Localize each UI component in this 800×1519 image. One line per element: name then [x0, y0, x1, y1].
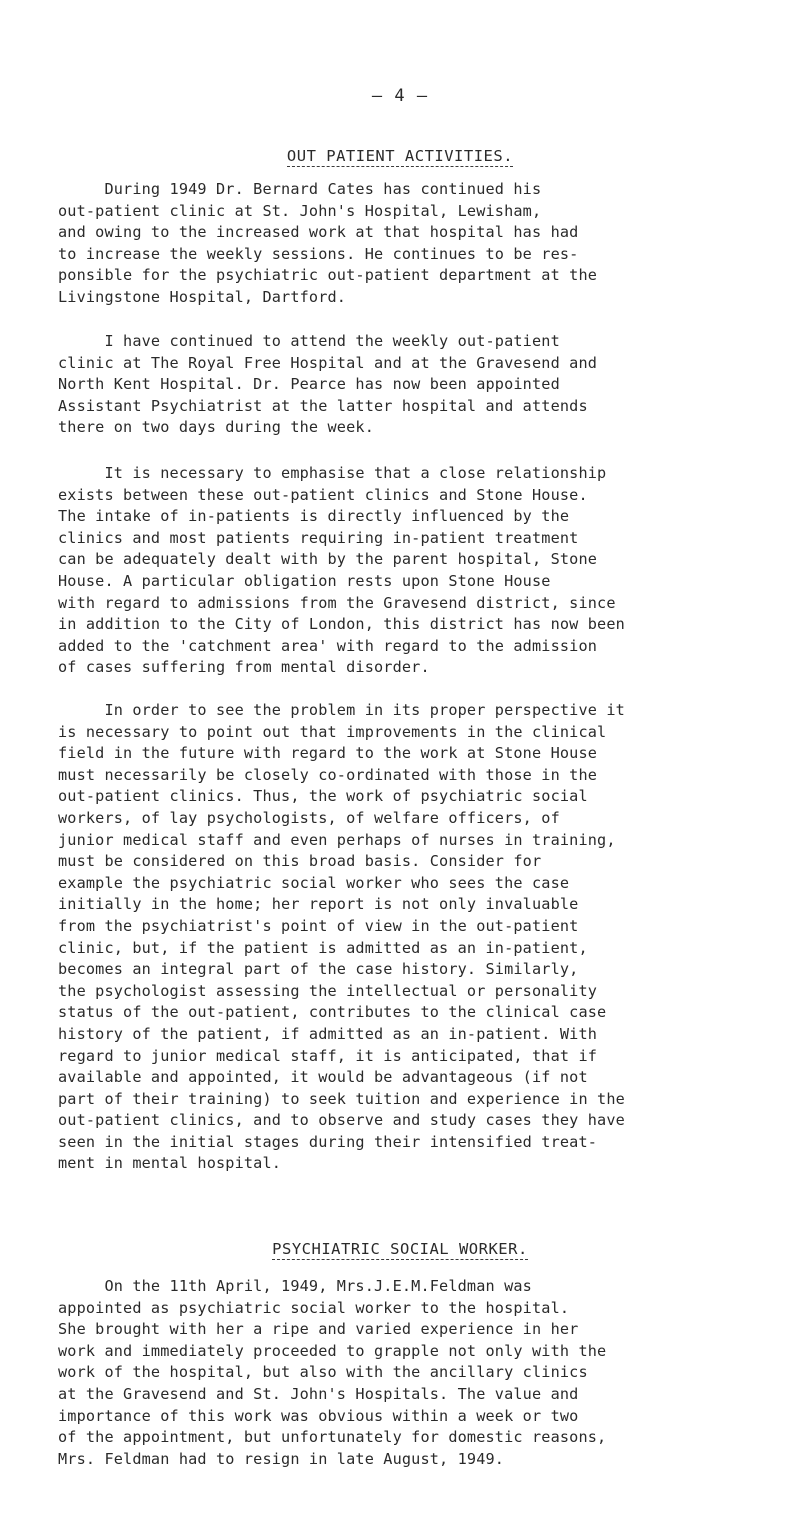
text-line: I have continued to attend the weekly out-patient: [58, 332, 560, 350]
text-line: can be adequately dealt with by the parent hospital, Stone: [58, 550, 598, 569]
heading-text: OUT PATIENT ACTIVITIES.: [286, 147, 514, 165]
text-line: in addition to the City of London, this district has now been: [58, 615, 625, 634]
text-line: House. A particular obligation rests upon Stone House: [58, 571, 551, 590]
text-line: work of the hospital, but also with the ancillary clinics: [58, 1363, 588, 1382]
text-line: out-patient clinics. Thus, the work of psychiatric social: [58, 787, 588, 806]
text-line: seen in the initial stages during their intensified treat-: [58, 1132, 598, 1151]
paragraph-out-patient-dr-cates: [58, 179, 758, 309]
text-line: work and immediately proceeded to grapple not only with the: [58, 1341, 607, 1360]
text-line: exists between these out-patient clinics and Stone House.: [58, 485, 588, 504]
text-line: regard to junior medical staff, it is anticipated, that if: [58, 1046, 598, 1065]
text-line: In order to see the problem in its proper perspective it: [58, 701, 625, 719]
text-line: available and appointed, it would be advantageous (if not: [58, 1068, 588, 1087]
text-line: initially in the home; her report is not only invaluable: [58, 895, 579, 914]
text-line: Assistant Psychiatrist at the latter hospital and attends: [58, 396, 588, 415]
text-line: must necessarily be closely co-ordinated with those in the: [58, 765, 598, 784]
text-line: ment in mental hospital.: [58, 1154, 282, 1173]
text-line: field in the future with regard to the work at Stone House: [58, 744, 598, 763]
section-heading-out-patient-activities: [0, 147, 800, 165]
text-line: history of the patient, if admitted as an in-patient. With: [58, 1024, 598, 1043]
text-line: importance of this work was obvious within a week or two: [58, 1406, 579, 1425]
text-line: clinic at The Royal Free Hospital and at the Gravesend and: [58, 353, 598, 372]
paragraph-problem-perspective: [58, 700, 758, 1175]
text-line: of cases suffering from mental disorder.: [58, 658, 430, 677]
text-line: example the psychiatric social worker who sees the case: [58, 873, 570, 892]
heading-text: PSYCHIATRIC SOCIAL WORKER.: [272, 1240, 528, 1258]
text-line: Mrs. Feldman had to resign in late August, 1949.: [58, 1449, 505, 1468]
text-line: appointed as psychiatric social worker to the hospital.: [58, 1298, 570, 1317]
text-line: becomes an integral part of the case history. Similarly,: [58, 960, 579, 979]
text-line: clinic, but, if the patient is admitted as an in-patient,: [58, 938, 588, 957]
paragraph-royal-free-gravesend: [58, 331, 758, 439]
text-line: workers, of lay psychologists, of welfare officers, of: [58, 808, 560, 827]
text-line: to increase the weekly sessions. He continues to be res-: [58, 244, 579, 263]
text-line: Livingstone Hospital, Dartford.: [58, 287, 347, 306]
text-line: of the appointment, but unfortunately for domestic reasons,: [58, 1428, 607, 1447]
text-line: with regard to admissions from the Gravesend district, since: [58, 593, 616, 612]
text-line: North Kent Hospital. Dr. Pearce has now been appointed: [58, 375, 560, 394]
text-line: The intake of in-patients is directly influenced by the: [58, 507, 570, 526]
text-line: the psychologist assessing the intellectual or personality: [58, 981, 598, 1000]
section-heading-psychiatric-social-worker: [0, 1240, 800, 1258]
text-line: added to the 'catchment area' with regard to the admission: [58, 636, 598, 655]
text-line: there on two days during the week.: [58, 418, 374, 437]
paragraph-relationship-stone-house: [58, 463, 758, 679]
text-line: On the 11th April, 1949, Mrs.J.E.M.Feldman was: [58, 1277, 532, 1295]
text-line: part of their training) to seek tuition and experience in the: [58, 1089, 625, 1108]
text-line: must be considered on this broad basis. Consider for: [58, 852, 542, 871]
page-number: – 4 –: [371, 86, 429, 106]
text-line: out-patient clinic at St. John's Hospital, Lewisham,: [58, 201, 542, 220]
text-line: status of the out-patient, contributes to the clinical case: [58, 1003, 607, 1022]
text-line: She brought with her a ripe and varied experience in her: [58, 1320, 579, 1339]
text-line: During 1949 Dr. Bernard Cates has continued his: [58, 180, 542, 198]
text-line: junior medical staff and even perhaps of nurses in training,: [58, 830, 616, 849]
text-line: and owing to the increased work at that hospital has had: [58, 223, 579, 242]
text-line: It is necessary to emphasise that a close relationship: [58, 464, 607, 482]
text-line: from the psychiatrist's point of view in the out-patient: [58, 916, 579, 935]
text-line: is necessary to point out that improvements in the clinical: [58, 722, 607, 741]
text-line: ponsible for the psychiatric out-patient department at the: [58, 266, 598, 285]
text-line: clinics and most patients requiring in-patient treatment: [58, 528, 579, 547]
paragraph-mrs-feldman: [58, 1276, 758, 1470]
text-line: at the Gravesend and St. John's Hospitals. The value and: [58, 1384, 579, 1403]
text-line: out-patient clinics, and to observe and study cases they have: [58, 1111, 625, 1130]
